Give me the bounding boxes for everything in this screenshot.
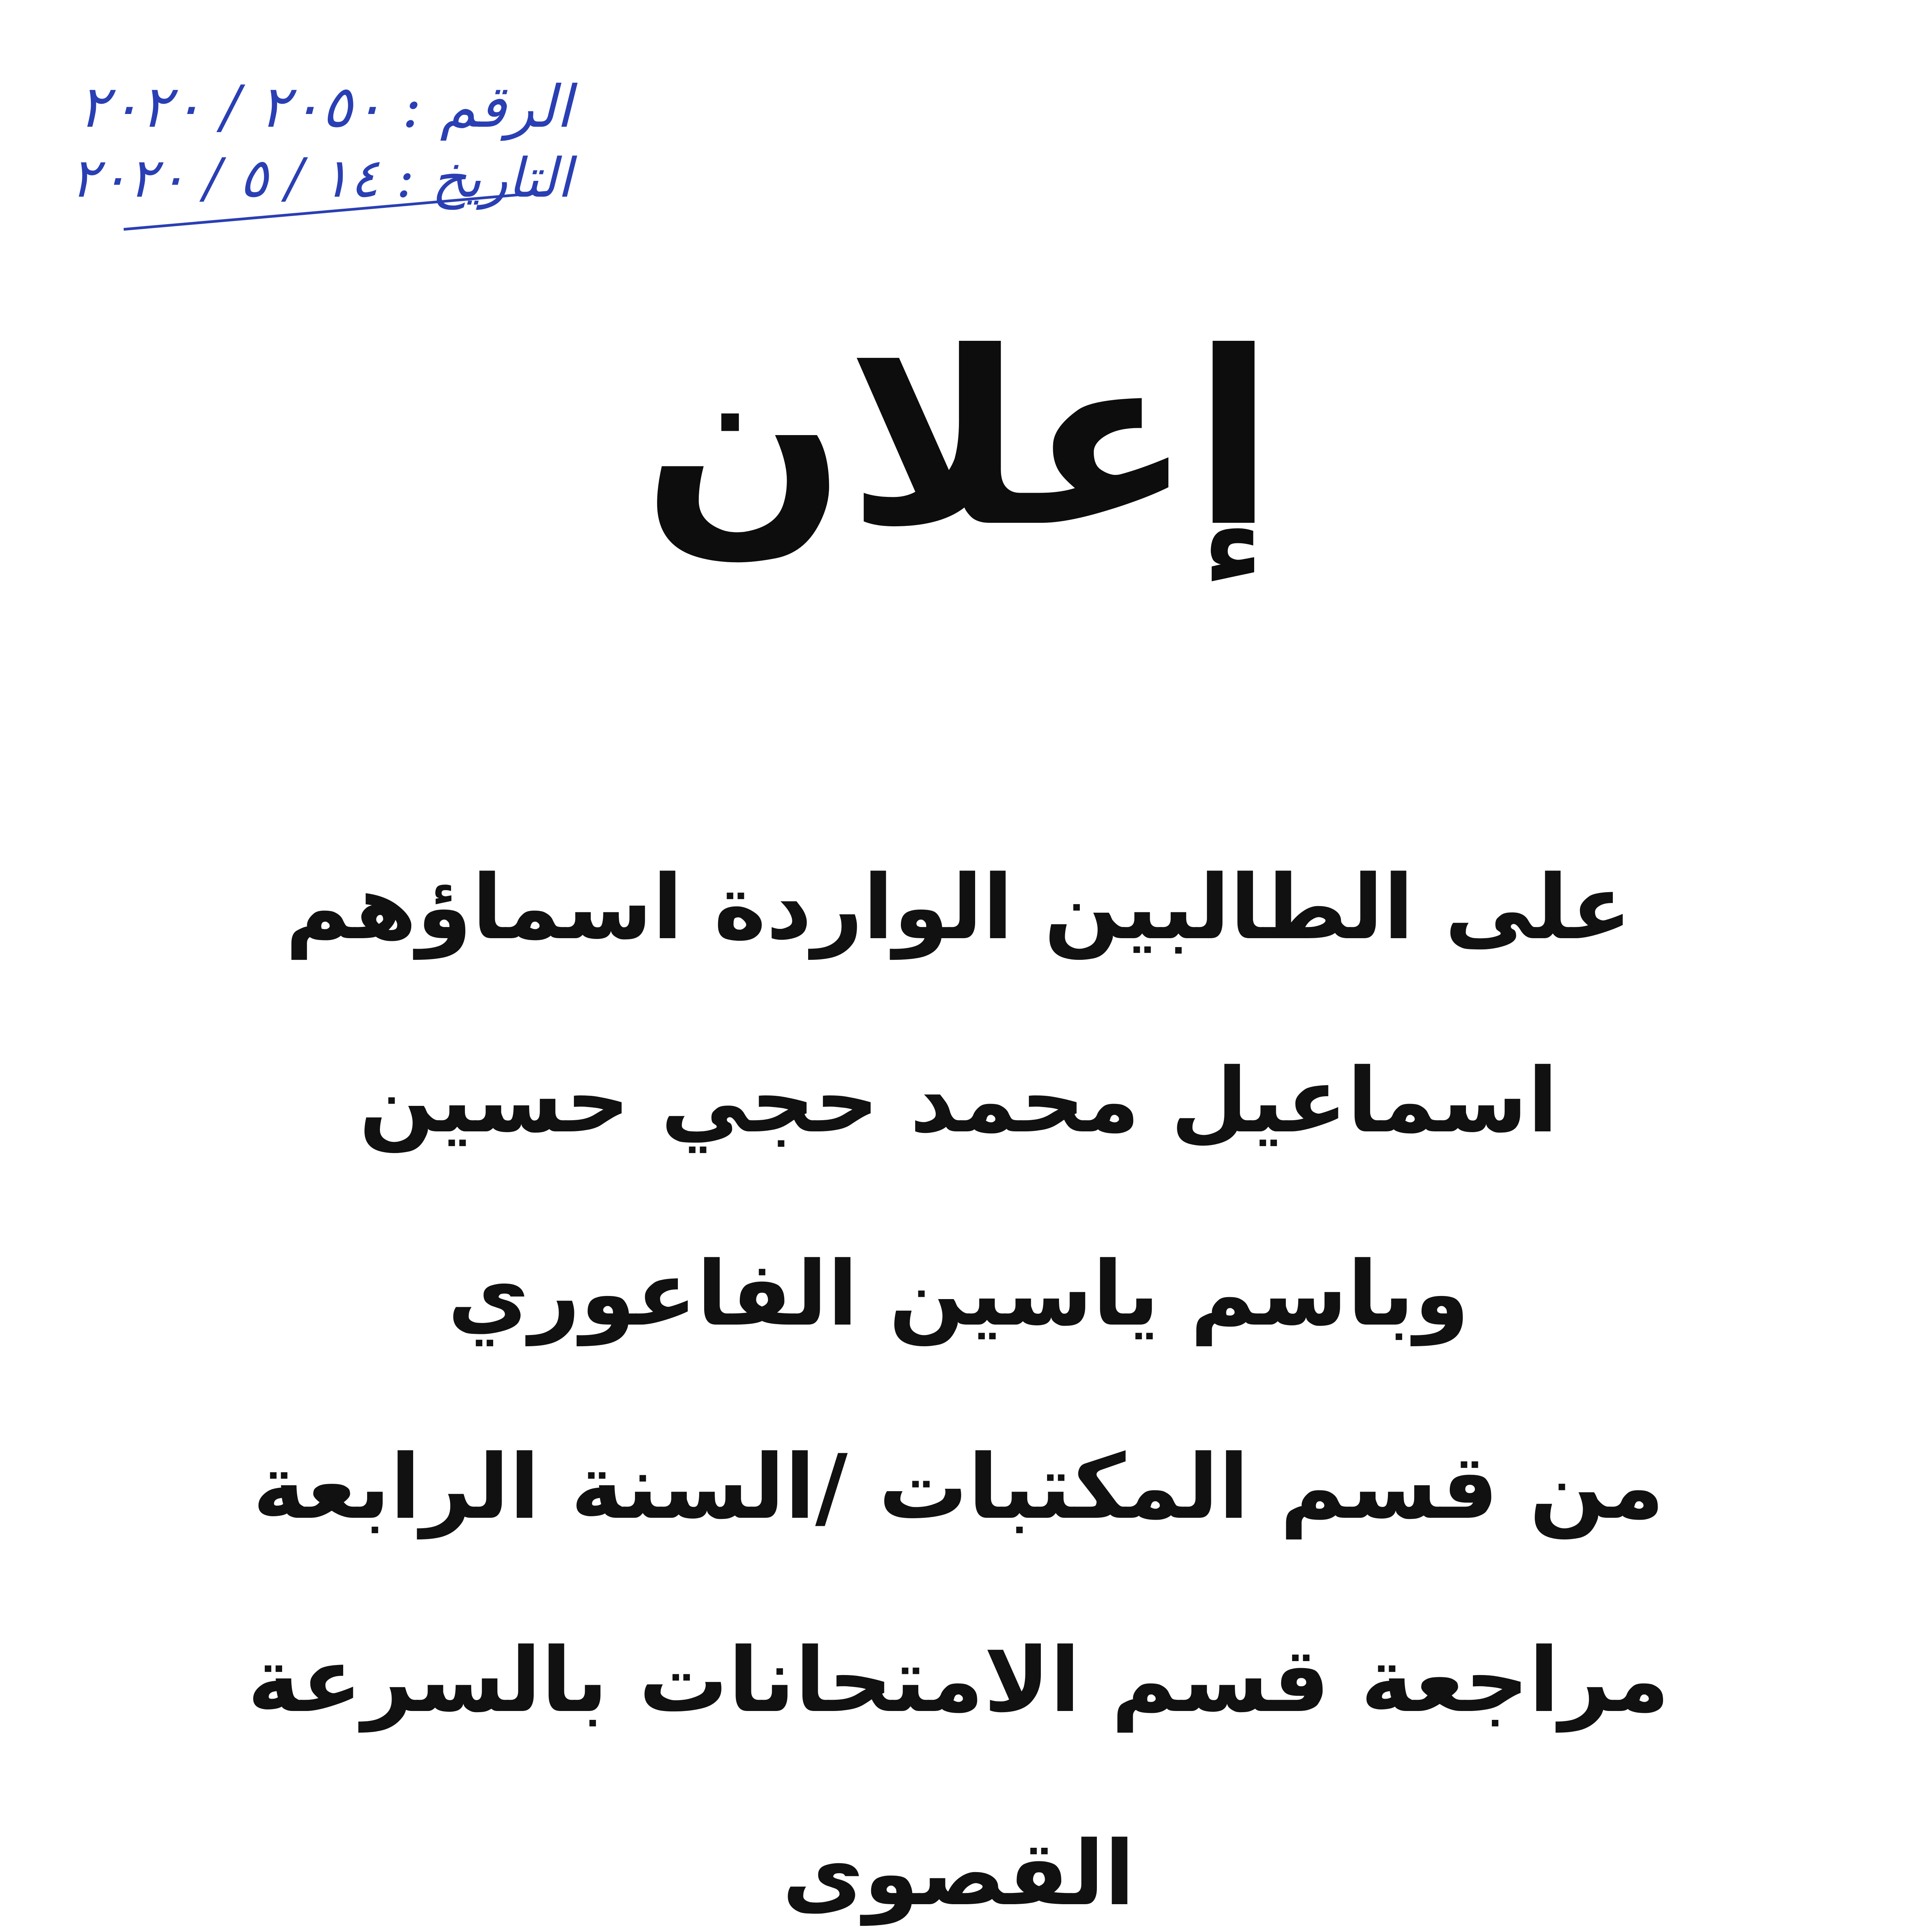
body-line-student-1: اسماعيل محمد حجي حسين <box>359 1049 1558 1153</box>
body-line-student-2: وباسم ياسين الفاعوري <box>448 1243 1469 1346</box>
announcement-title: إعلان <box>642 301 1275 580</box>
reference-date: التاريخ : ١٤ / ٥ / ٢٠٢٠ <box>70 147 572 210</box>
handwritten-reference-note <box>70 58 572 243</box>
reference-number: الرقم : ٢٠٥٠ / ٢٠٢٠ <box>78 73 572 141</box>
body-line-urgency: القصوى <box>782 1822 1135 1925</box>
announcement-body <box>0 811 1917 1932</box>
body-line-instruction: مراجعة قسم الامتحانات بالسرعة <box>247 1629 1670 1732</box>
body-line-department: من قسم المكتبات /السنة الرابعة <box>252 1436 1665 1539</box>
body-line-intro: على الطالبين الواردة اسماؤهم <box>285 856 1632 959</box>
